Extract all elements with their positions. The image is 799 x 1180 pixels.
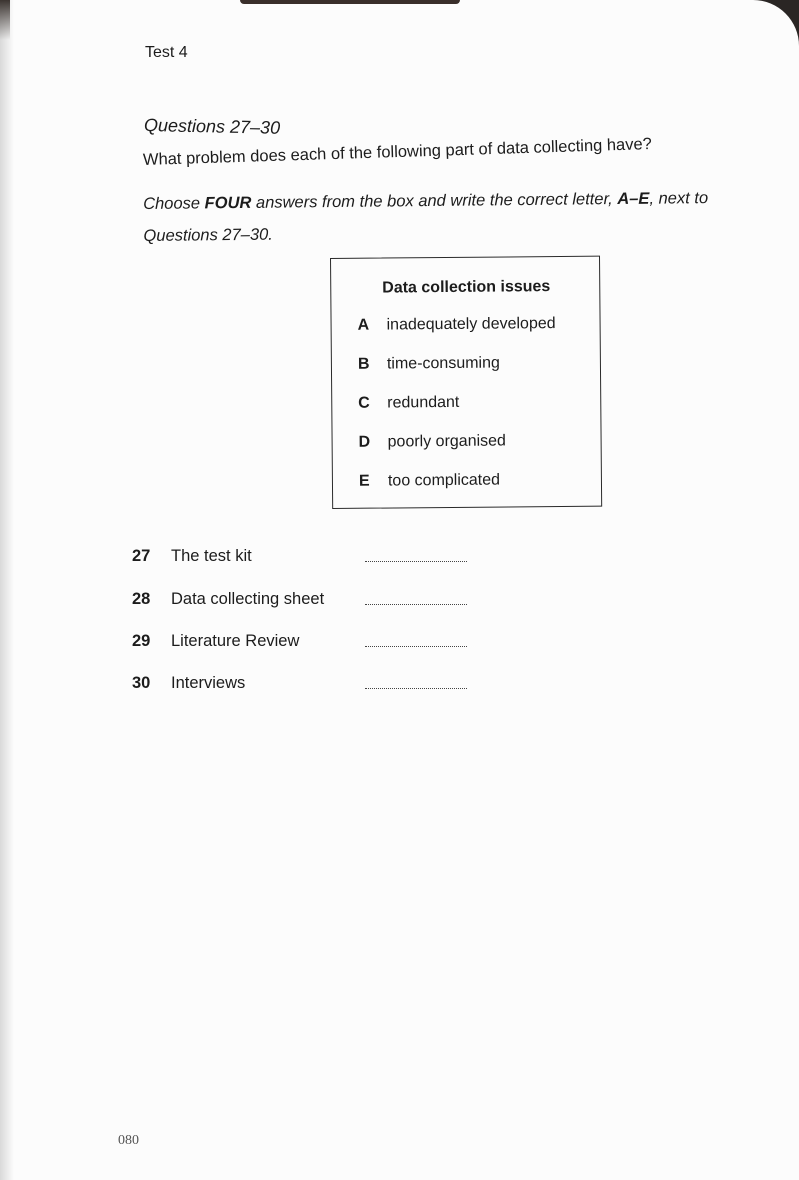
option-b [358, 355, 500, 374]
option-e [359, 472, 500, 491]
answer-blank[interactable] [365, 688, 467, 689]
instruction-pre: Choose [143, 194, 205, 213]
option-a [358, 315, 556, 335]
question-prompt: What problem does each of the following part of data collecting have? [142, 135, 653, 169]
option-text: too complicated [387, 471, 501, 490]
questions-range: Questions 27–30 [143, 115, 281, 138]
option-text: inadequately developed [386, 315, 556, 334]
question-27 [132, 547, 252, 566]
question-label: The test kit [171, 547, 252, 565]
instruction-post: , next to Questions 27–30. [143, 189, 709, 245]
question-number: 30 [132, 674, 151, 692]
option-c [358, 394, 459, 413]
option-text: redundant [387, 393, 460, 412]
answer-blank[interactable] [365, 604, 467, 605]
question-number: 27 [132, 547, 151, 565]
question-label: Literature Review [171, 632, 300, 650]
option-text: time-consuming [386, 354, 500, 373]
options-box-title: Data collection issues [382, 278, 551, 297]
option-letter: A [357, 316, 370, 334]
question-number: 28 [132, 590, 151, 608]
answer-blank[interactable] [365, 561, 467, 562]
options-box [330, 256, 602, 509]
option-letter: E [358, 472, 370, 490]
option-letter: C [358, 394, 370, 412]
instruction-mid: answers from the box and write the correct letter, [251, 190, 618, 212]
option-letter: D [358, 433, 371, 451]
instruction-letter-range: A–E [617, 189, 650, 209]
option-text: poorly organised [387, 432, 506, 451]
question-label: Interviews [171, 674, 246, 692]
page-number: 080 [118, 1133, 139, 1148]
instruction-text [143, 182, 764, 252]
test-header: Test 4 [145, 44, 188, 61]
option-d [359, 432, 506, 451]
answer-blank[interactable] [365, 646, 467, 647]
question-29 [132, 632, 299, 651]
option-letter: B [357, 355, 370, 373]
question-30 [132, 674, 245, 693]
question-number: 29 [132, 632, 151, 650]
question-label: Data collecting sheet [171, 590, 325, 608]
instruction-count: FOUR [204, 193, 252, 213]
question-28 [132, 590, 324, 609]
